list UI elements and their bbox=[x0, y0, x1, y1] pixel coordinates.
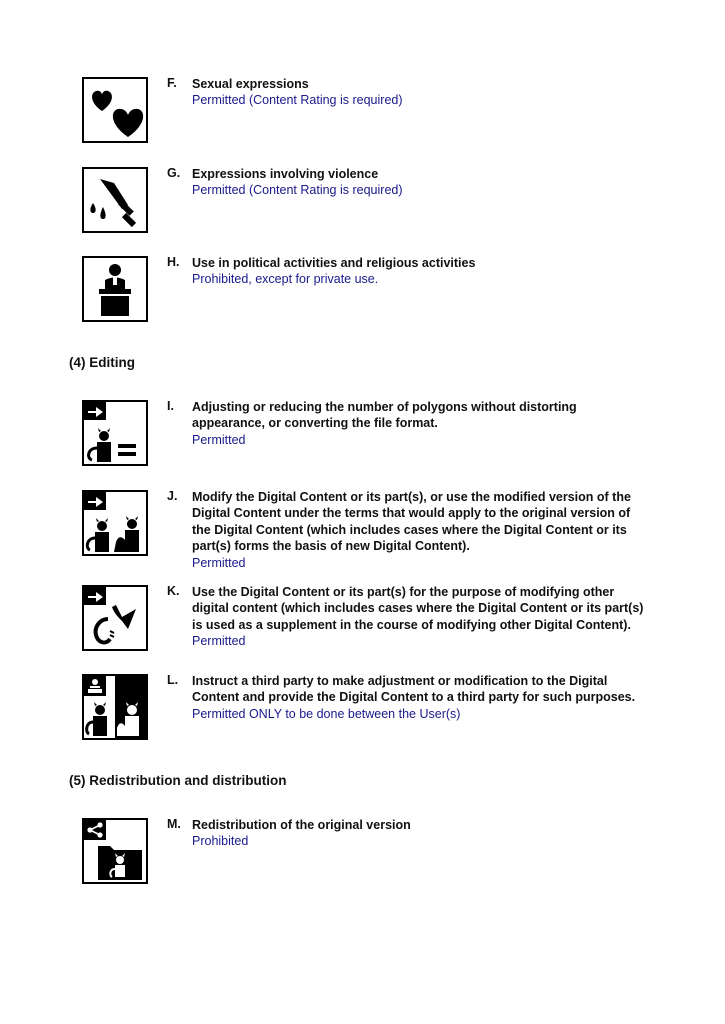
item-letter: G. bbox=[167, 166, 181, 180]
item-title: Expressions involving violence bbox=[192, 167, 379, 181]
item-letter: I. bbox=[167, 399, 174, 413]
hearts-icon bbox=[82, 77, 148, 143]
item-letter: M. bbox=[167, 817, 181, 831]
podium-speaker-icon bbox=[82, 256, 148, 322]
item-status: Permitted ONLY to be done between the User(s) bbox=[192, 706, 461, 721]
item-title: Redistribution of the original version bbox=[192, 818, 411, 832]
item-title: Use the Digital Content or its part(s) for the purpose of modifying other digital content (which includes cases where the Digital Content or its part(s) is used as a supplement in the course of modifying other Digital Content). bbox=[192, 585, 644, 632]
edit-parts-icon bbox=[82, 585, 148, 651]
item-title: Sexual expressions bbox=[192, 77, 309, 91]
section-heading-editing: (4) Editing bbox=[69, 355, 135, 370]
item-title: Use in political activities and religious activities bbox=[192, 256, 476, 270]
item-letter: J. bbox=[167, 489, 178, 503]
item-status: Permitted bbox=[192, 555, 246, 570]
item-title: Instruct a third party to make adjustment or modification to the Digital Content and provide the Digital Content to a third party for such purposes. bbox=[192, 674, 636, 705]
item-title: Adjusting or reducing the number of polygons without distorting appearance, or converting the file format. bbox=[192, 400, 577, 431]
item-letter: K. bbox=[167, 584, 180, 598]
item-status: Prohibited, except for private use. bbox=[192, 272, 379, 287]
item-status: Permitted bbox=[192, 634, 246, 649]
edit-third-party-icon bbox=[82, 674, 148, 740]
section-heading-distribution: (5) Redistribution and distribution bbox=[69, 773, 287, 788]
item-letter: H. bbox=[167, 255, 180, 269]
share-folder-icon bbox=[82, 818, 148, 884]
item-letter: F. bbox=[167, 76, 177, 90]
item-status: Permitted (Content Rating is required) bbox=[192, 183, 403, 198]
edit-equal-icon bbox=[82, 400, 148, 466]
item-title: Modify the Digital Content or its part(s), or use the modified version of the Digital Content under the terms that would apply to the original version of the Digital Content (which includes cases where the Digital Content or its part(s) forms the basis of new Digital Content). bbox=[192, 490, 631, 554]
item-status: Prohibited bbox=[192, 834, 249, 849]
item-letter: L. bbox=[167, 673, 179, 687]
item-status: Permitted (Content Rating is required) bbox=[192, 93, 403, 108]
edit-modify-icon bbox=[82, 490, 148, 556]
item-status: Permitted bbox=[192, 432, 246, 447]
bloody-knife-icon bbox=[82, 167, 148, 233]
